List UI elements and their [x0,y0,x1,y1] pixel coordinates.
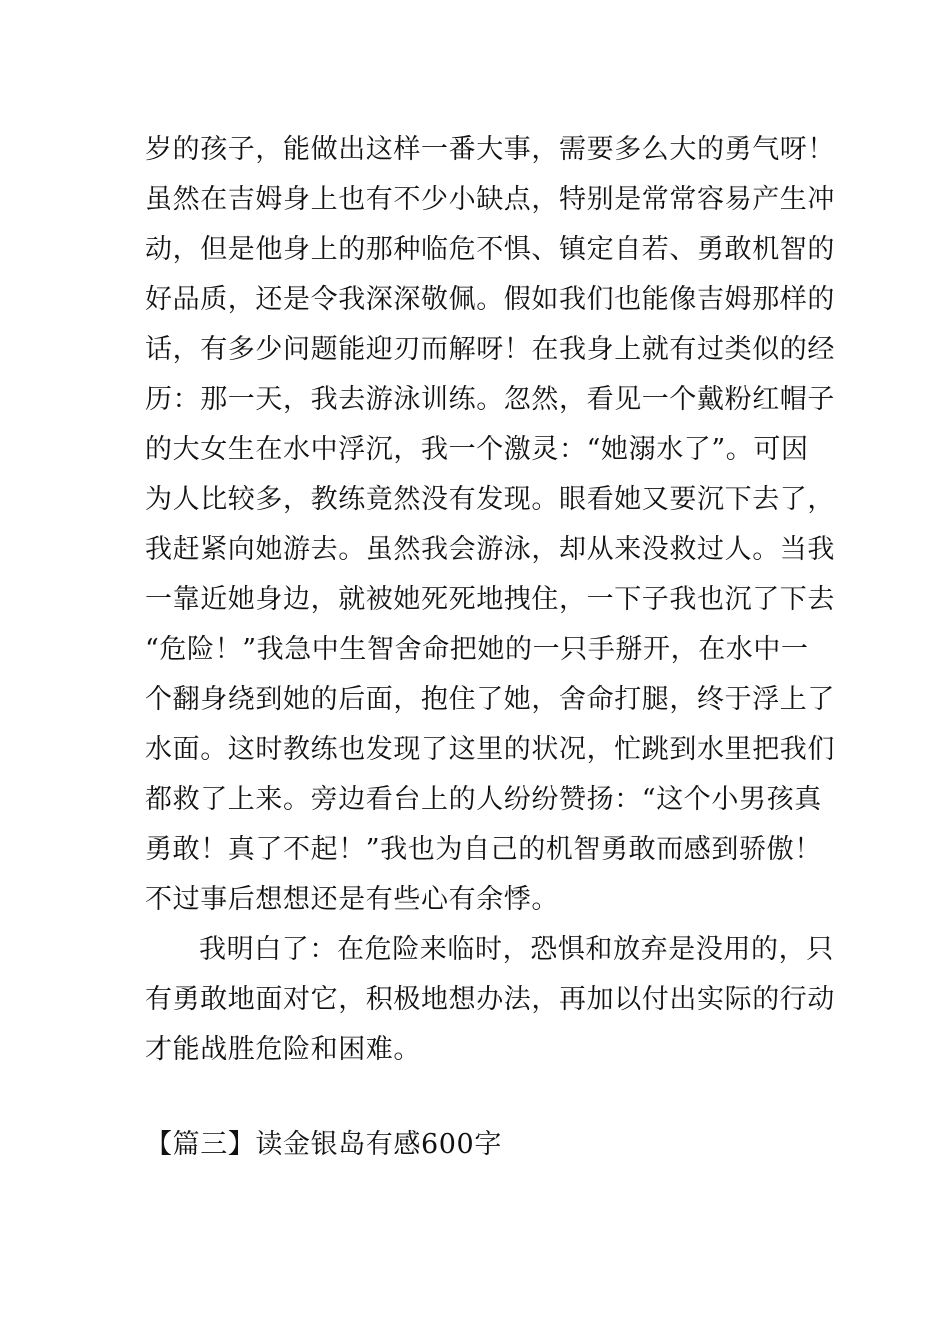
text-line-indented: 我明白了：在危险来临时，恐惧和放弃是没用的，只 [199,934,834,965]
text-line: 历：那一天，我去游泳训练。忽然，看见一个戴粉红帽子 [145,384,835,415]
text-line: 水面。这时教练也发现了这里的状况，忙跳到水里把我们 [145,734,835,765]
body-text [145,125,835,1075]
text-line: 都救了上来。旁边看台上的人纷纷赞扬：“这个小男孩真 [145,784,822,815]
text-line: 才能战胜危险和困难。 [145,1034,421,1065]
section-heading: 【篇三】读金银岛有感600字 [145,1129,502,1160]
text-line: 话，有多少问题能迎刃而解呀！在我身上就有过类似的经 [145,334,835,365]
text-line: 为人比较多，教练竟然没有发现。眼看她又要沉下去了， [145,484,835,515]
text-line: 个翻身绕到她的后面，抱住了她，舍命打腿，终于浮上了 [145,684,835,715]
text-line: 岁的孩子，能做出这样一番大事，需要多么大的勇气呀！ [145,134,835,165]
text-line: 一靠近她身边，就被她死死地拽住，一下子我也沉了下去 [145,584,835,615]
text-line: 勇敢！真了不起！”我也为自己的机智勇敢而感到骄傲！ [145,834,822,865]
text-line: 虽然在吉姆身上也有不少小缺点，特别是常常容易产生冲 [145,184,835,215]
text-line: 不过事后想想还是有些心有余悸。 [145,884,559,915]
text-line: 动，但是他身上的那种临危不惧、镇定自若、勇敢机智的 [145,234,835,265]
text-line: “危险！”我急中生智舍命把她的一只手掰开，在水中一 [145,634,809,665]
text-line: 我赶紧向她游去。虽然我会游泳，却从来没救过人。当我 [145,534,835,565]
text-line: 的大女生在水中浮沉，我一个激灵：“她溺水了”。可因 [145,434,809,465]
text-line: 有勇敢地面对它，积极地想办法，再加以付出实际的行动 [145,984,835,1015]
text-line: 好品质，还是令我深深敬佩。假如我们也能像吉姆那样的 [145,284,835,315]
